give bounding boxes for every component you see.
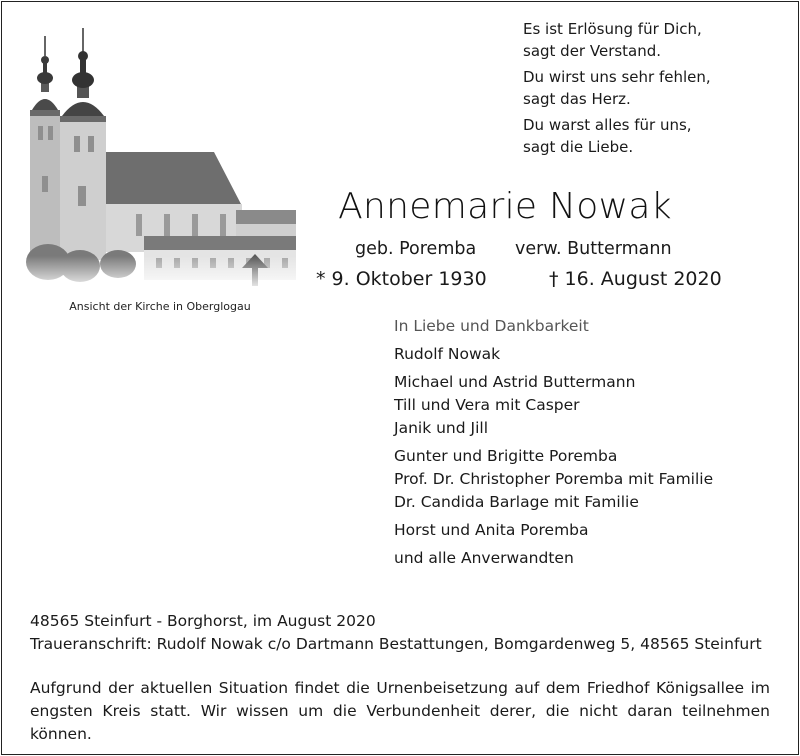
mourner-group [394,445,713,514]
image-caption: Ansicht der Kirche in Oberglogau [69,300,251,313]
mourners-intro: In Liebe und Dankbarkeit [394,317,589,335]
deceased-name: Annemarie Nowak [338,186,672,227]
mourner-group [394,371,713,440]
poem-stanza [523,19,711,62]
poem [523,19,711,163]
poem-line: Du wirst uns sehr fehlen, [523,68,711,86]
birth-date: * 9. Oktober 1930 [316,268,487,290]
mourning-address: Traueranschrift: Rudolf Nowak c/o Dartmann Bestattungen, Bomgardenweg 5, 48565 Steinfurt [30,635,762,653]
poem-line: sagt das Herz. [523,89,631,108]
death-date: † 16. August 2020 [549,268,722,290]
poem-line: sagt der Verstand. [523,41,662,60]
poem-line: Du warst alles für uns, [523,116,692,134]
married-name: verw. Buttermann [515,239,672,259]
burial-notice: Aufgrund der aktuellen Situation findet die Urnenbeisetzung auf dem Friedhof Königsallee im engsten Kreis statt. Wir wissen um die Verbundenheit derer, die nicht daran teilnehmen können. [30,679,770,743]
mourner-line: Till und Vera mit Casper [394,396,580,414]
mourners-list [394,315,713,570]
mourner-line: Janik und Jill [394,419,489,437]
mourner-line: Michael und Astrid Buttermann [394,373,636,391]
poem-line: Es ist Erlösung für Dich, [523,20,702,38]
mourner-line: Dr. Candida Barlage mit Familie [394,493,639,511]
mourner-group [394,519,713,542]
mourner-group [394,547,713,570]
poem-stanza [523,67,711,110]
place-date: 48565 Steinfurt - Borghorst, im August 2020 [30,612,376,630]
poem-line: sagt die Liebe. [523,137,634,156]
mourner-line: Rudolf Nowak [394,345,501,363]
place-and-address [30,610,762,656]
mourner-line: und alle Anverwandten [394,549,574,567]
birth-name: geb. Poremba [355,239,477,259]
poem-stanza [523,115,711,158]
mourner-line: Prof. Dr. Christopher Poremba mit Familie [394,470,714,488]
mourner-line: Gunter und Brigitte Poremba [394,447,618,465]
mourner-line: Horst und Anita Poremba [394,521,589,539]
church-illustration [24,26,296,292]
mourner-group [394,343,713,366]
